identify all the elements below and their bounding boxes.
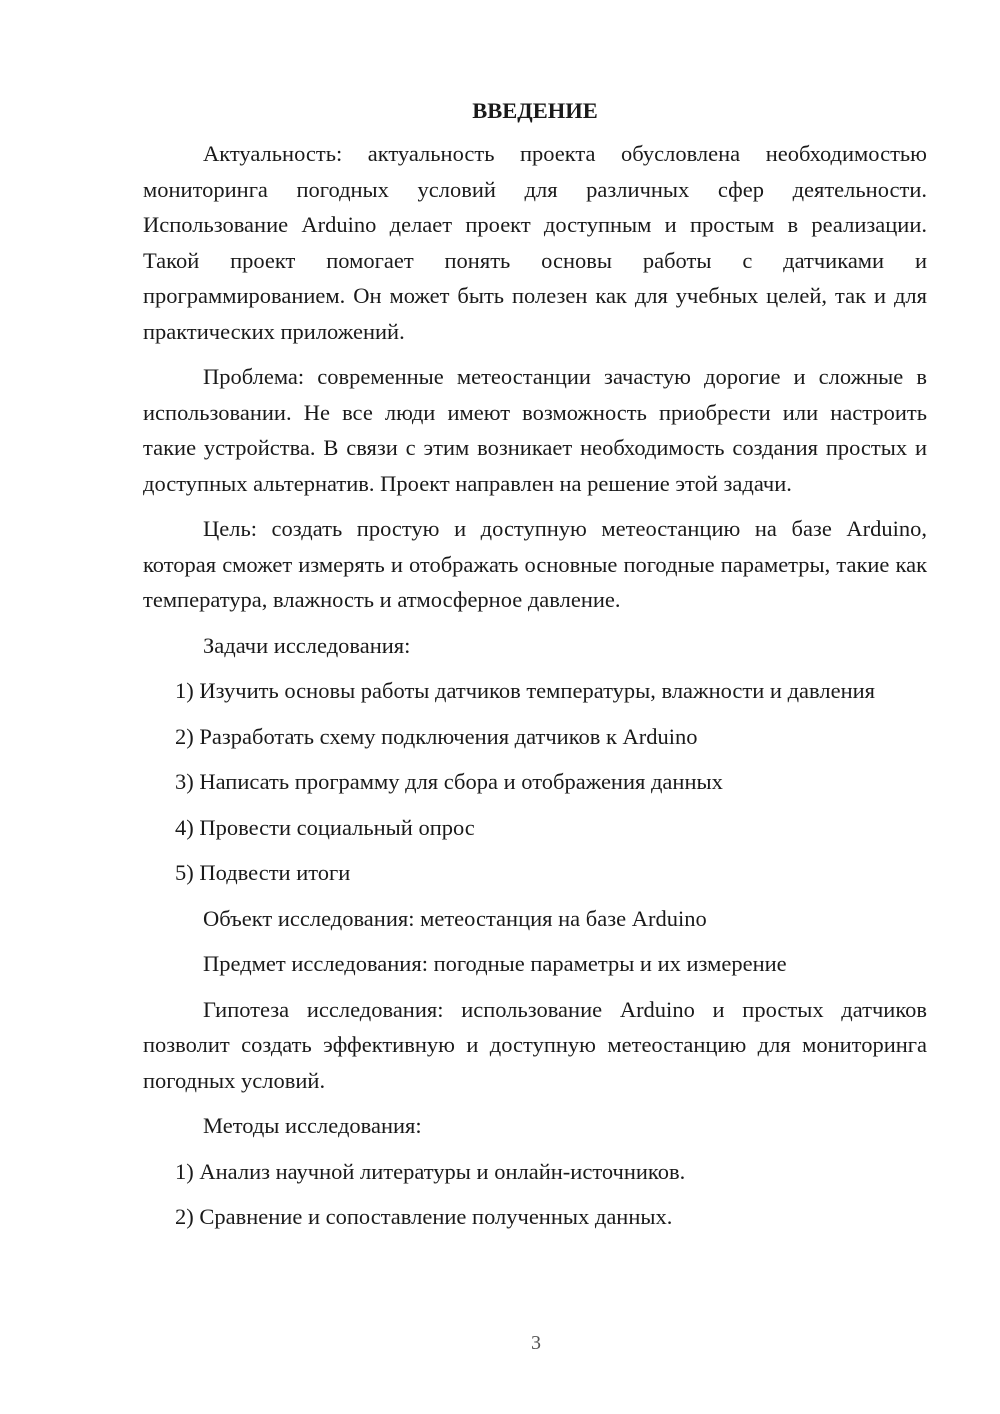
page-number: 3: [531, 1332, 541, 1354]
paragraph-subject: Предмет исследования: погодные параметры и их измерение: [203, 951, 787, 976]
tasks-title: Задачи исследования:: [203, 632, 411, 658]
section-heading: ВВЕДЕНИЕ: [472, 98, 598, 123]
paragraph-relevance: Актуальность: актуальность проекта обусловлена необходимостью мониторинга погодных условий для различных сфер деятельности. Использование Arduino делает проект доступным и простым в реализации. Такой проект помогает понять основы работы с датчиками и программированием. Он может быть полезен как для учебных целей, так и для практических приложений.: [143, 141, 927, 344]
paragraph-goal: Цель: создать простую и доступную метеостанцию на базе Arduino, которая сможет измерять и отображать основные погодные параметры, такие как температура, влажность и атмосферное давление.: [143, 516, 927, 612]
task-item: 4) Провести социальный опрос: [175, 814, 475, 840]
paragraph-object: Объект исследования: метеостанция на базе Arduino: [203, 905, 707, 931]
task-item: 1) Изучить основы работы датчиков температуры, влажности и давления: [175, 678, 875, 703]
task-item: 5) Подвести итоги: [175, 860, 351, 885]
method-item: 1) Анализ научной литературы и онлайн-источников.: [175, 1158, 686, 1184]
methods-title: Методы исследования:: [203, 1113, 422, 1138]
paragraph-hypothesis: Гипотеза исследования: использование Arduino и простых датчиков позволит создать эффективную и доступную метеостанцию для мониторинга погодных условий.: [143, 996, 927, 1093]
paragraph-problem: Проблема: современные метеостанции зачастую дорогие и сложные в использовании. Не все люди имеют возможность приобрести или настроить такие устройства. В связи с этим возникает необходимость создания простых и доступных альтернатив. Проект направлен на решение этой задачи.: [143, 364, 927, 496]
method-item: 2) Сравнение и сопоставление полученных данных.: [175, 1204, 673, 1229]
document-page: [143, 96, 927, 1245]
task-item: 2) Разработать схему подключения датчиков к Arduino: [175, 723, 698, 749]
task-item: 3) Написать программу для сбора и отображения данных: [175, 769, 723, 794]
